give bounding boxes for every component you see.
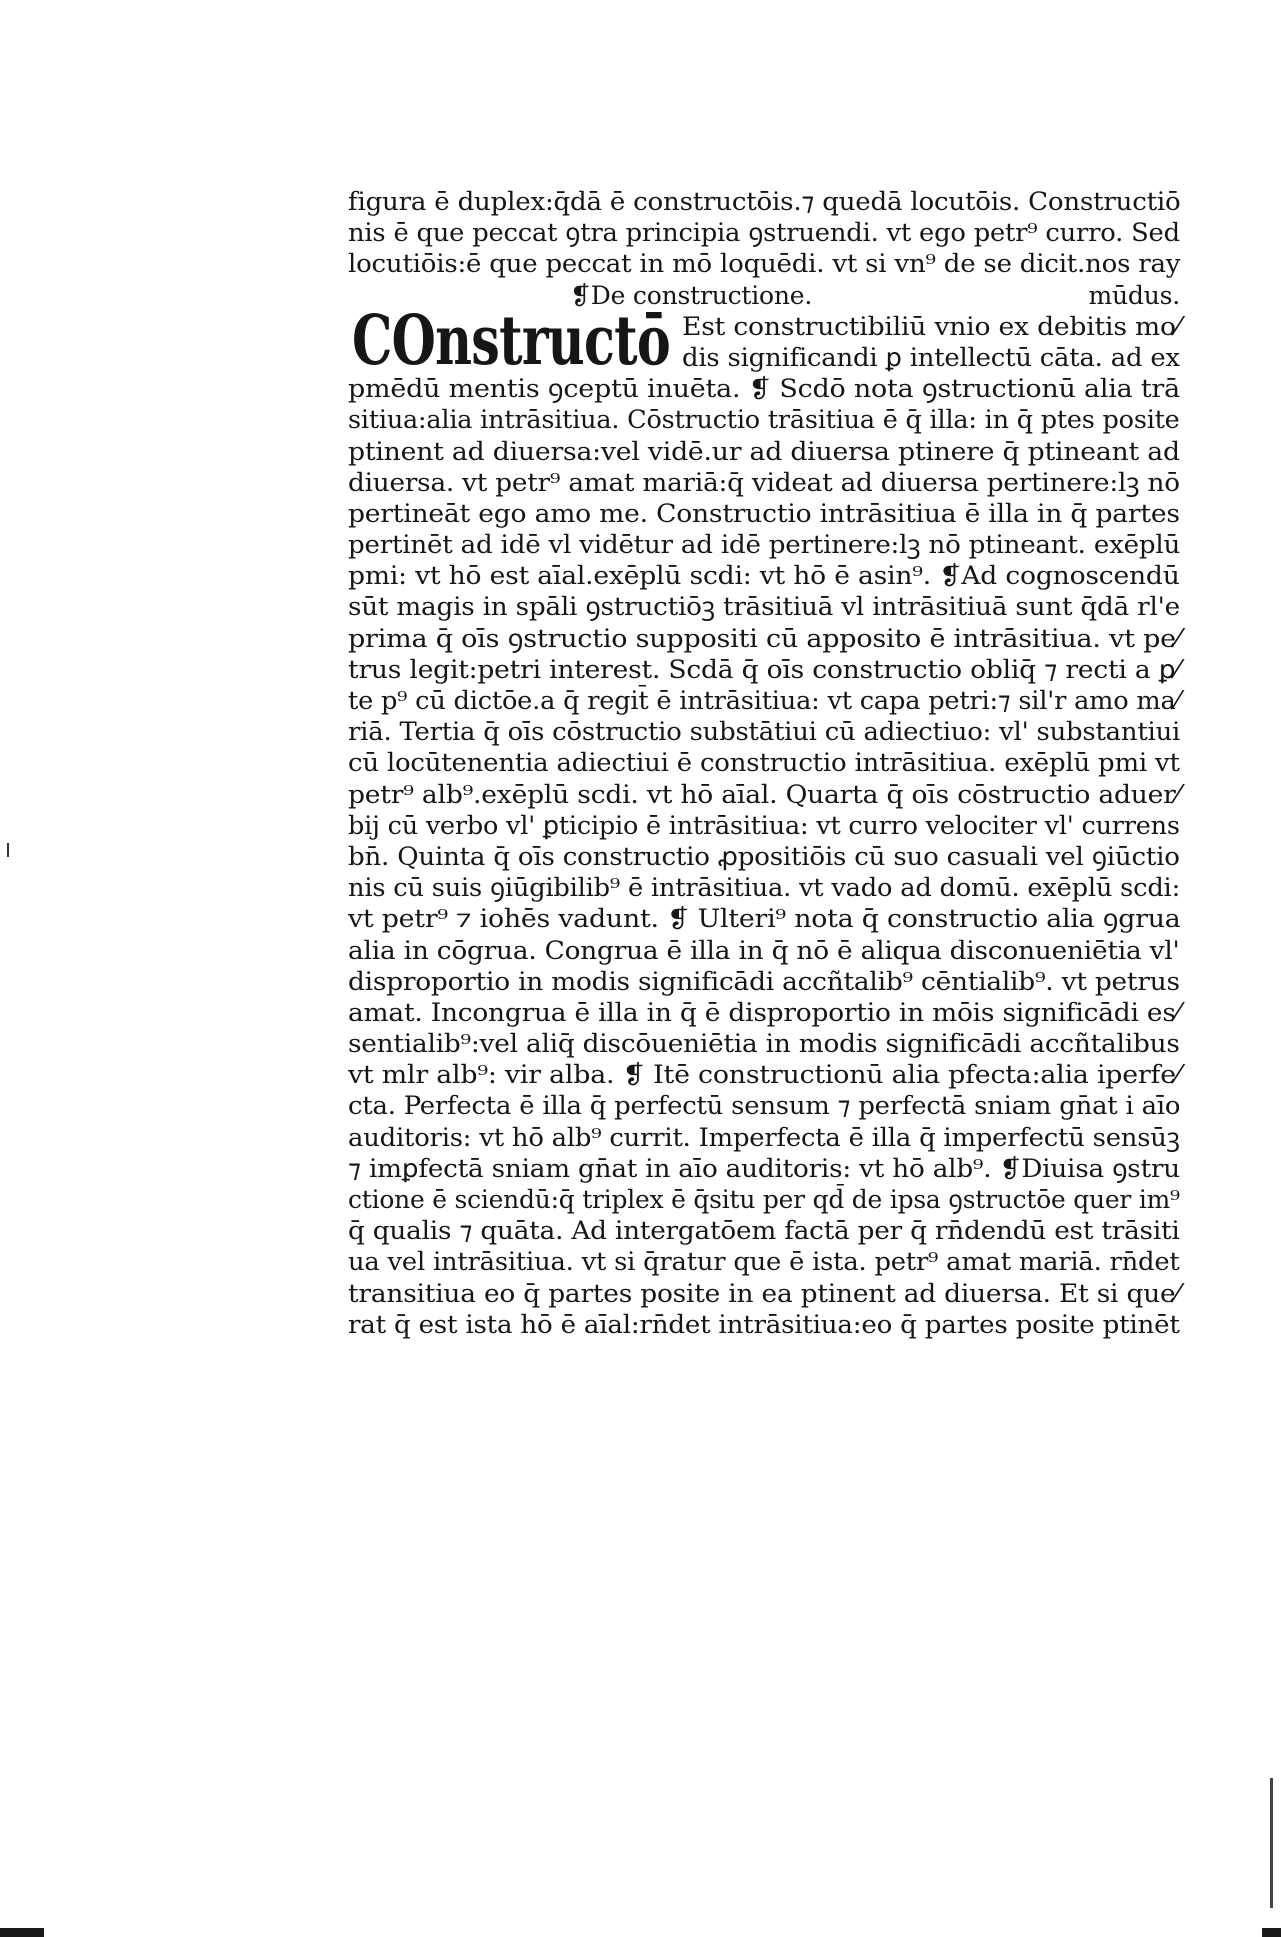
- drop-initial-section: [348, 300, 1181, 381]
- text-line: diuersa. vt petr⁹ amat mariā:q̄ videat ad diuersa pertinere:lꝫ nō: [348, 467, 1180, 497]
- drop-initial-word: COnstructō: [352, 300, 670, 381]
- text-line: disproportio in modis significādi accñtalib⁹ cēntialib⁹. vt petrus: [348, 966, 1180, 996]
- text-line: figura ē duplex:q̄dā ē constructōis.⁊ quedā locutōis. Constructiō: [348, 187, 1181, 216]
- margin-mark: [7, 843, 9, 857]
- section-heading: ❡De constructione.: [570, 280, 813, 310]
- text-line: q̄ qualis ⁊ quāta. Ad intergatōem factā per q̄ rn̄dendū est trāsiti: [348, 1216, 1180, 1246]
- text-line: sitiua:alia intrāsitiua. Cōstructio trāsitiua ē q̄ illa: in q̄ ptes posite: [348, 405, 1180, 435]
- text-line: vt mlr alb⁹: vir alba. ❡ Itē constructionū alia pfecta:alia iperfe⁄: [348, 1060, 1181, 1090]
- scan-border-right: [1262, 1928, 1281, 1937]
- text-line: pmi: vt hō est aīal.exēplū scdi: vt hō ē asin⁹. ❡Ad cognoscendū: [348, 561, 1180, 591]
- text-line: nis cū suis ꝯiūgibilib⁹ ē intrāsitiua. vt vado ad domū. exēplū scdi:: [348, 873, 1181, 903]
- text-line: cta. Perfecta ē illa q̄ perfectū sensum ⁊ perfectā sniam gn̄at i aīo: [348, 1091, 1181, 1121]
- text-line: trus legit:petri interest. Scdā q̄ oīs constructio obliq̄ ⁊ recti a ꝑ⁄: [348, 654, 1180, 684]
- text-line: auditoris: vt hō alb⁹ currit. Imperfecta ē illa q̄ imperfectū sensūꝫ: [348, 1122, 1180, 1152]
- previous-line-end: mūdus.: [1088, 280, 1180, 310]
- text-line: rat q̄ est ista hō ē aīal:rn̄det intrāsitiua:eo q̄ partes posite ptinēt: [348, 1309, 1180, 1339]
- opening-lines: [348, 186, 1180, 280]
- text-line: transitiua eo q̄ partes posite in ea ptinent ad diuersa. Et si que⁄: [348, 1278, 1180, 1308]
- text-line: pmēdū mentis ꝯceptū inuēta. ❡ Scdō nota ꝯstructionū alia trā: [348, 374, 1180, 404]
- text-line: te p⁹ cū dictōe.a q̄ regit̄ ē intrāsitiua: vt capa petri:⁊ sil'r amo ma⁄: [348, 686, 1180, 716]
- text-line: cū locūtenentia adiectiui ē constructio intrāsitiua. exēplū pmi vt: [348, 748, 1180, 778]
- text-line: alia in cōgrua. Congrua ē illa in q̄ nō ē aliqua disconueniētia vl': [348, 935, 1180, 965]
- text-line: ⁊ imꝑfectā sniam gn̄at in aīo auditoris: vt hō alb⁹. ❡Diuisa ꝯstru: [348, 1153, 1180, 1183]
- text-line: ptinent ad diuersa:vel vidē.ur ad diuersa ptinere q̄ ptineant ad: [348, 436, 1180, 466]
- text-line: amat. Incongrua ē illa in q̄ ē disproportio in mōis significādi es⁄: [348, 997, 1180, 1027]
- body-text: [348, 373, 1180, 1340]
- text-line: pertineāt ego amo me. Constructio intrāsitiua ē illa in q̄ partes: [348, 498, 1180, 528]
- drop-side-lines: [682, 311, 1181, 373]
- text-line: pertinēt ad idē vl vidētur ad idē pertinere:lꝫ nō ptineant. exēplū: [348, 530, 1181, 560]
- page-edge-shadow: [1270, 1778, 1273, 1908]
- text-line: petr⁹ alb⁹.exēplū scdi. vt hō aīal. Quarta q̄ oīs cōstructio aduer⁄: [348, 779, 1180, 809]
- text-line: dis significandi ꝑ intellectū cāta. ad ex: [682, 342, 1180, 372]
- text-line: Est constructibiliū vnio ex debitis mo⁄: [682, 311, 1181, 341]
- text-line: riā. Tertia q̄ oīs cōstructio substātiui cū adiectiuo: vl' substantiui: [348, 717, 1181, 747]
- text-line: ua vel intrāsitiua. vt si q̄ratur que ē ista. petr⁹ amat mariā. rn̄det: [348, 1247, 1180, 1277]
- text-line: ctione ē sciendū:q̄ triplex ē q̄situ per qd̄ de ipsa ꝯstructōe quer im⁹: [348, 1185, 1180, 1215]
- text-line: bn̄. Quinta q̄ oīs constructio ꝓpositiōis cū suo casuali vel ꝯiūctio: [348, 841, 1180, 871]
- text-line: prima q̄ oīs ꝯstructio suppositi cū apposito ē intrāsitiua. vt pe⁄: [348, 623, 1181, 653]
- text-column: [348, 186, 1180, 1340]
- text-line: vt petr⁹ ⁊ iohēs vadunt. ❡ Ulteri⁹ nota q̄ constructio alia ꝯgrua: [348, 904, 1181, 934]
- text-line: sentialib⁹:vel aliq̄ discōueniētia in modis significādi accñtalibus: [348, 1029, 1180, 1059]
- text-line: nis ē que peccat ꝯtra principia ꝯstruendi. vt ego petr⁹ curro. Sed: [348, 218, 1180, 248]
- text-line: sūt magis in spāli ꝯstructiōꝫ trāsitiuā vl intrāsitiuā sunt q̄dā rl'e: [348, 592, 1180, 622]
- text-line: bij cū verbo vl' ꝑticipio ē intrāsitiua: vt curro velociter vl' currens: [348, 810, 1180, 840]
- text-line: locutiōis:ē que peccat in mō loquēdi. vt si vn⁹ de se dicit.nos ray: [348, 249, 1181, 279]
- scan-border-left: [0, 1928, 44, 1937]
